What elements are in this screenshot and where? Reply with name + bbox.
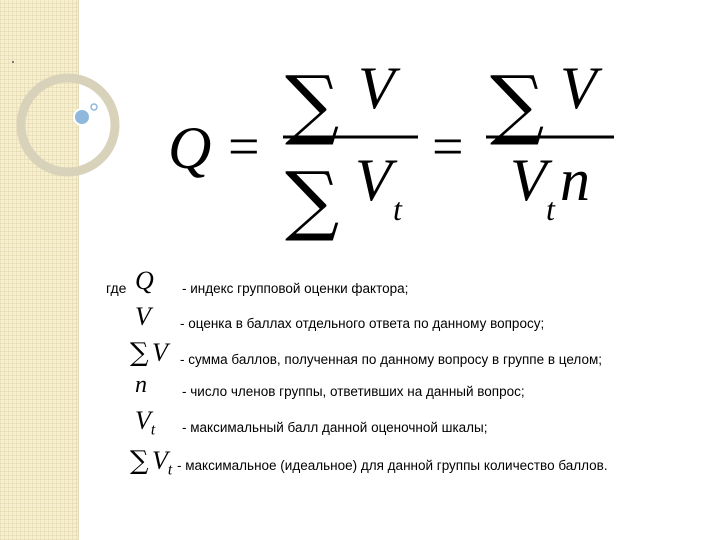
main-formula <box>0 0 720 260</box>
legend-desc-v: - оценка в баллах отдельного ответа по данному вопросу; <box>180 316 545 331</box>
formula-lhs: Q <box>168 115 212 181</box>
legend-symbol-sum-v: V <box>152 338 168 367</box>
formula-den2-sub: t <box>546 191 555 227</box>
formula-sum-3: ∑ <box>490 59 545 148</box>
legend-desc-sum-v: - сумма баллов, полученная по данному вопросу в группе в целом; <box>180 352 602 367</box>
formula-den1-sub: t <box>393 191 402 227</box>
legend-symbol-vt <box>135 406 155 439</box>
legend-desc-n: - число членов группы, ответивших на данный вопрос; <box>182 384 525 399</box>
legend-sum-icon: ∑ <box>130 338 149 368</box>
legend-desc-sum-vt: - максимальное (идеальное) для данной группы количество баллов. <box>177 458 608 473</box>
legend-symbol-v: V <box>135 302 151 331</box>
formula-equals-2: = <box>432 116 464 178</box>
formula-equals-1: = <box>228 116 260 178</box>
formula-den2-var: V <box>510 147 547 213</box>
legend-symbol-vt-base: V <box>135 406 151 435</box>
legend-sum-icon-2: ∑ <box>130 446 149 476</box>
legend-symbol-vt-sub: t <box>150 421 156 439</box>
legend-symbol-sum-vt-base: V <box>152 446 168 475</box>
legend-symbol-q: Q <box>135 266 154 295</box>
formula-den1-var: V <box>355 147 392 213</box>
formula-sum-1: ∑ <box>285 59 340 148</box>
formula-num2-var: V <box>560 55 597 121</box>
legend-symbol-sum-vt-sub: t <box>167 461 173 479</box>
formula-num1-var: V <box>358 55 395 121</box>
formula-sum-2: ∑ <box>285 155 340 244</box>
formula-den2-tail: n <box>560 147 590 213</box>
legend-intro: где <box>106 280 127 296</box>
legend-desc-vt: - максимальный балл данной оценочной шкалы; <box>182 420 488 435</box>
legend-symbol-n: n <box>135 372 147 398</box>
legend-symbol-sum-vt <box>152 446 172 479</box>
legend-desc-q: - индекс групповой оценки фактора; <box>182 281 409 296</box>
